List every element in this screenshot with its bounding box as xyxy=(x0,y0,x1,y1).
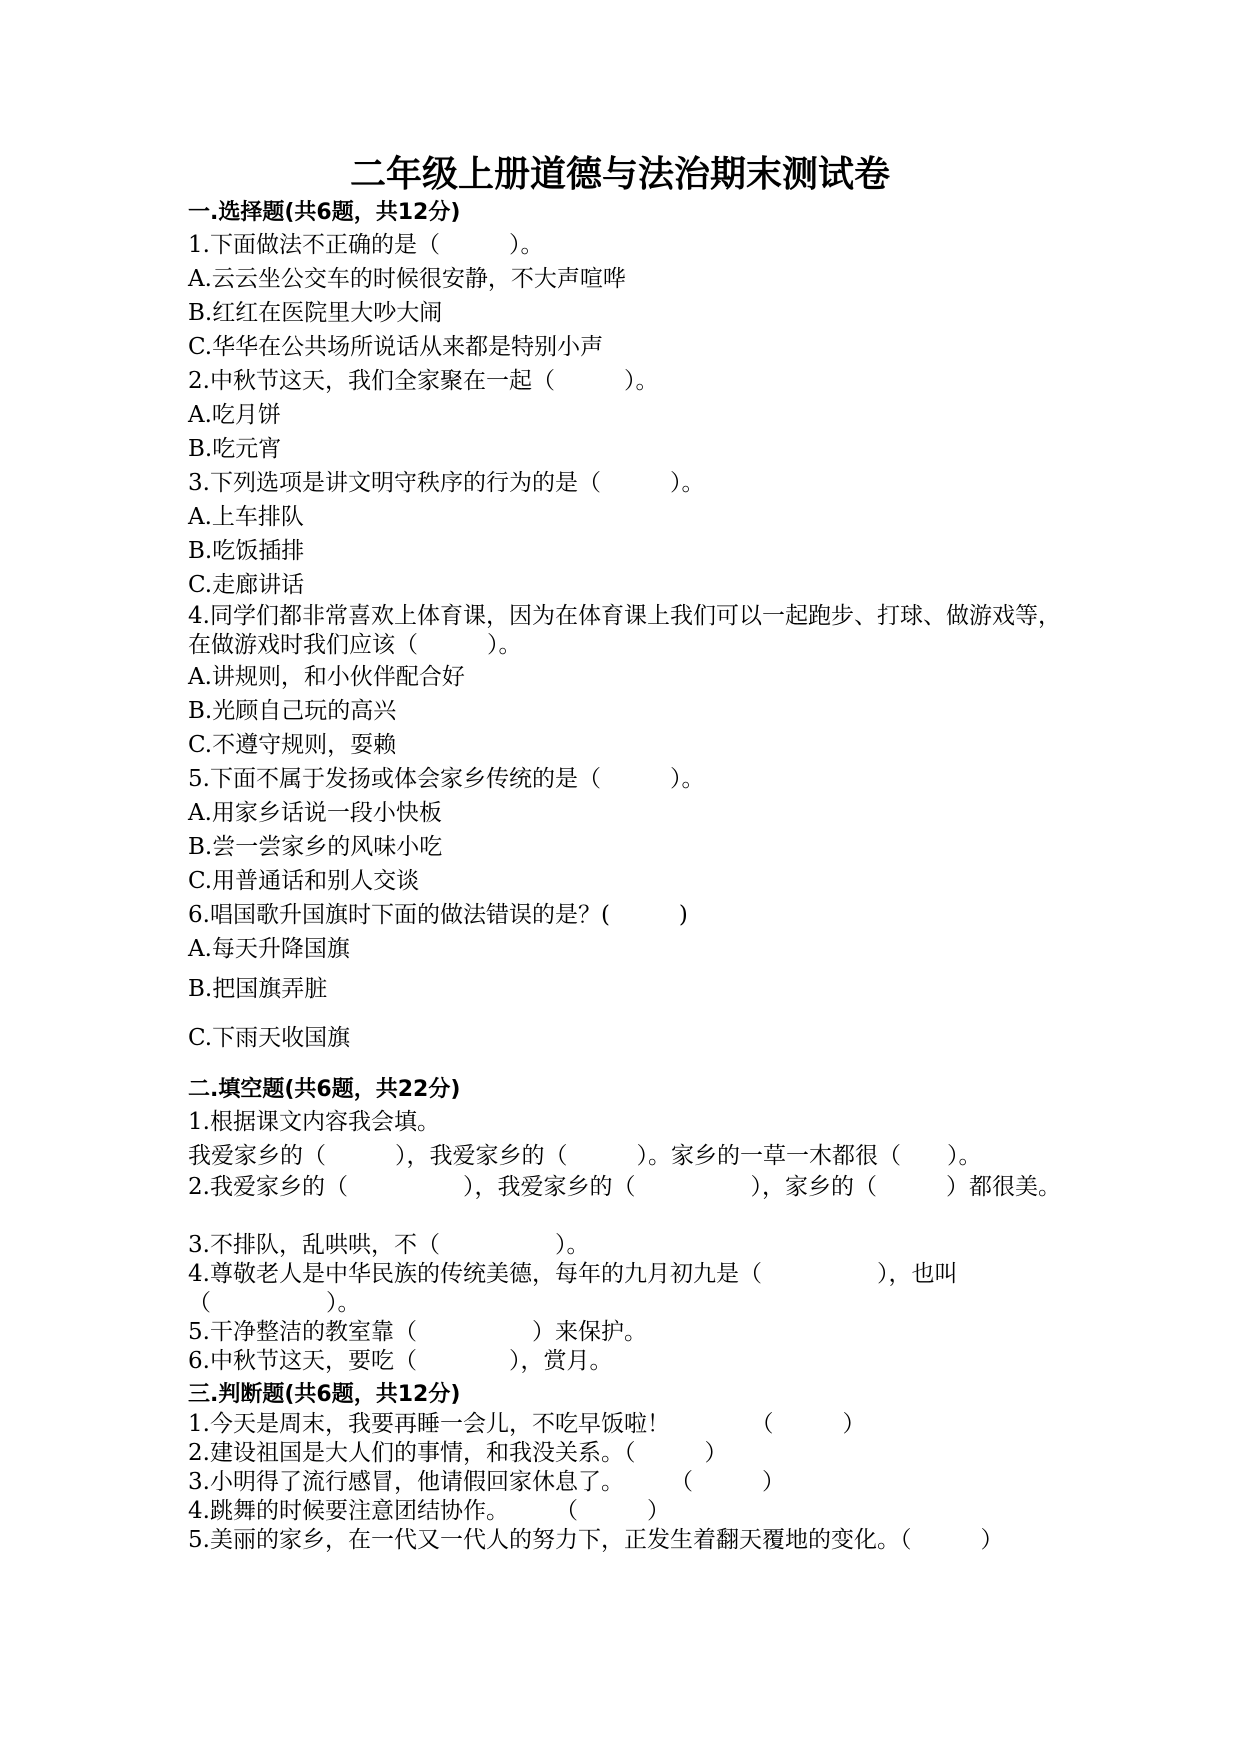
question-stem: 1.根据课文内容我会填。 xyxy=(188,1109,440,1135)
question-stem: 6.唱国歌升国旗时下面的做法错误的是？( ) xyxy=(188,902,688,928)
page-title: 二年级上册道德与法治期末测试卷 xyxy=(349,154,890,195)
choice-option: A.吃月饼 xyxy=(188,402,281,428)
section-heading-fill: 二.填空题(共6题，共22分) xyxy=(188,1077,461,1102)
choice-option: B.把国旗弄脏 xyxy=(188,976,328,1002)
question-stem: 4.同学们都非常喜欢上体育课，因为在体育课上我们可以一起跑步、打球、做游戏等，在做游戏时我们应该（ ）。 xyxy=(188,603,1061,658)
section-heading-judge: 三.判断题(共6题，共12分) xyxy=(188,1382,461,1407)
section-heading-choice: 一.选择题(共6题，共12分) xyxy=(188,200,461,225)
question-stem: 1.下面做法不正确的是（ ）。 xyxy=(188,232,544,258)
judge-item: 3.小明得了流行感冒，他请假回家休息了。 （ ） xyxy=(188,1469,785,1495)
choice-option: C.不遵守规则，耍赖 xyxy=(188,732,397,758)
judge-item: 4.跳舞的时候要注意团结协作。 （ ） xyxy=(188,1498,670,1524)
question-stem: 2.中秋节这天，我们全家聚在一起（ ）。 xyxy=(188,368,659,394)
exam-content xyxy=(188,198,1088,1584)
choice-option: B.吃饭插排 xyxy=(188,538,305,564)
fill-blank-line: 我爱家乡的（ ），我爱家乡的（ ）。家乡的一草一木都很（ ）。 xyxy=(188,1143,982,1169)
choice-option: B.光顾自己玩的高兴 xyxy=(188,698,397,724)
choice-option: C.华华在公共场所说话从来都是特别小声 xyxy=(188,334,604,360)
question-stem: 6.中秋节这天，要吃（ ），赏月。 xyxy=(188,1348,613,1374)
judge-item: 1.今天是周末，我要再睡一会儿，不吃早饭啦！ （ ） xyxy=(188,1411,866,1437)
choice-option: C.下雨天收国旗 xyxy=(188,1025,351,1051)
choice-option: A.上车排队 xyxy=(188,504,304,530)
question-stem: 4.尊敬老人是中华民族的传统美德，每年的九月初九是（ ），也叫（ ）。 xyxy=(188,1261,958,1316)
choice-option: B.红红在医院里大吵大闹 xyxy=(188,300,443,326)
question-stem: 3.不排队，乱哄哄，不（ ）。 xyxy=(188,1232,590,1258)
choice-option: B.吃元宵 xyxy=(188,436,282,462)
choice-option: A.讲规则，和小伙伴配合好 xyxy=(188,664,465,690)
choice-option: A.每天升降国旗 xyxy=(188,936,350,962)
judge-item: 2.建设祖国是大人们的事情，和我没关系。（ ） xyxy=(188,1440,728,1466)
question-stem: 2.我爱家乡的（ ），我爱家乡的（ ），家乡的（ ）都很美。 xyxy=(188,1174,1061,1200)
choice-option: A.用家乡话说一段小快板 xyxy=(188,800,442,826)
choice-option: B.尝一尝家乡的风味小吃 xyxy=(188,834,443,860)
choice-option: C.用普通话和别人交谈 xyxy=(188,868,420,894)
judge-item: 5.美丽的家乡，在一代又一代人的努力下，正发生着翻天覆地的变化。（ ） xyxy=(188,1527,1004,1553)
question-stem: 3.下列选项是讲文明守秩序的行为的是（ ）。 xyxy=(188,470,705,496)
question-stem: 5.下面不属于发扬或体会家乡传统的是（ ）。 xyxy=(188,766,705,792)
question-stem: 5.干净整洁的教室靠（ ）来保护。 xyxy=(188,1319,647,1345)
choice-option: C.走廊讲话 xyxy=(188,572,305,598)
choice-option: A.云云坐公交车的时候很安静，不大声喧哗 xyxy=(188,266,626,292)
